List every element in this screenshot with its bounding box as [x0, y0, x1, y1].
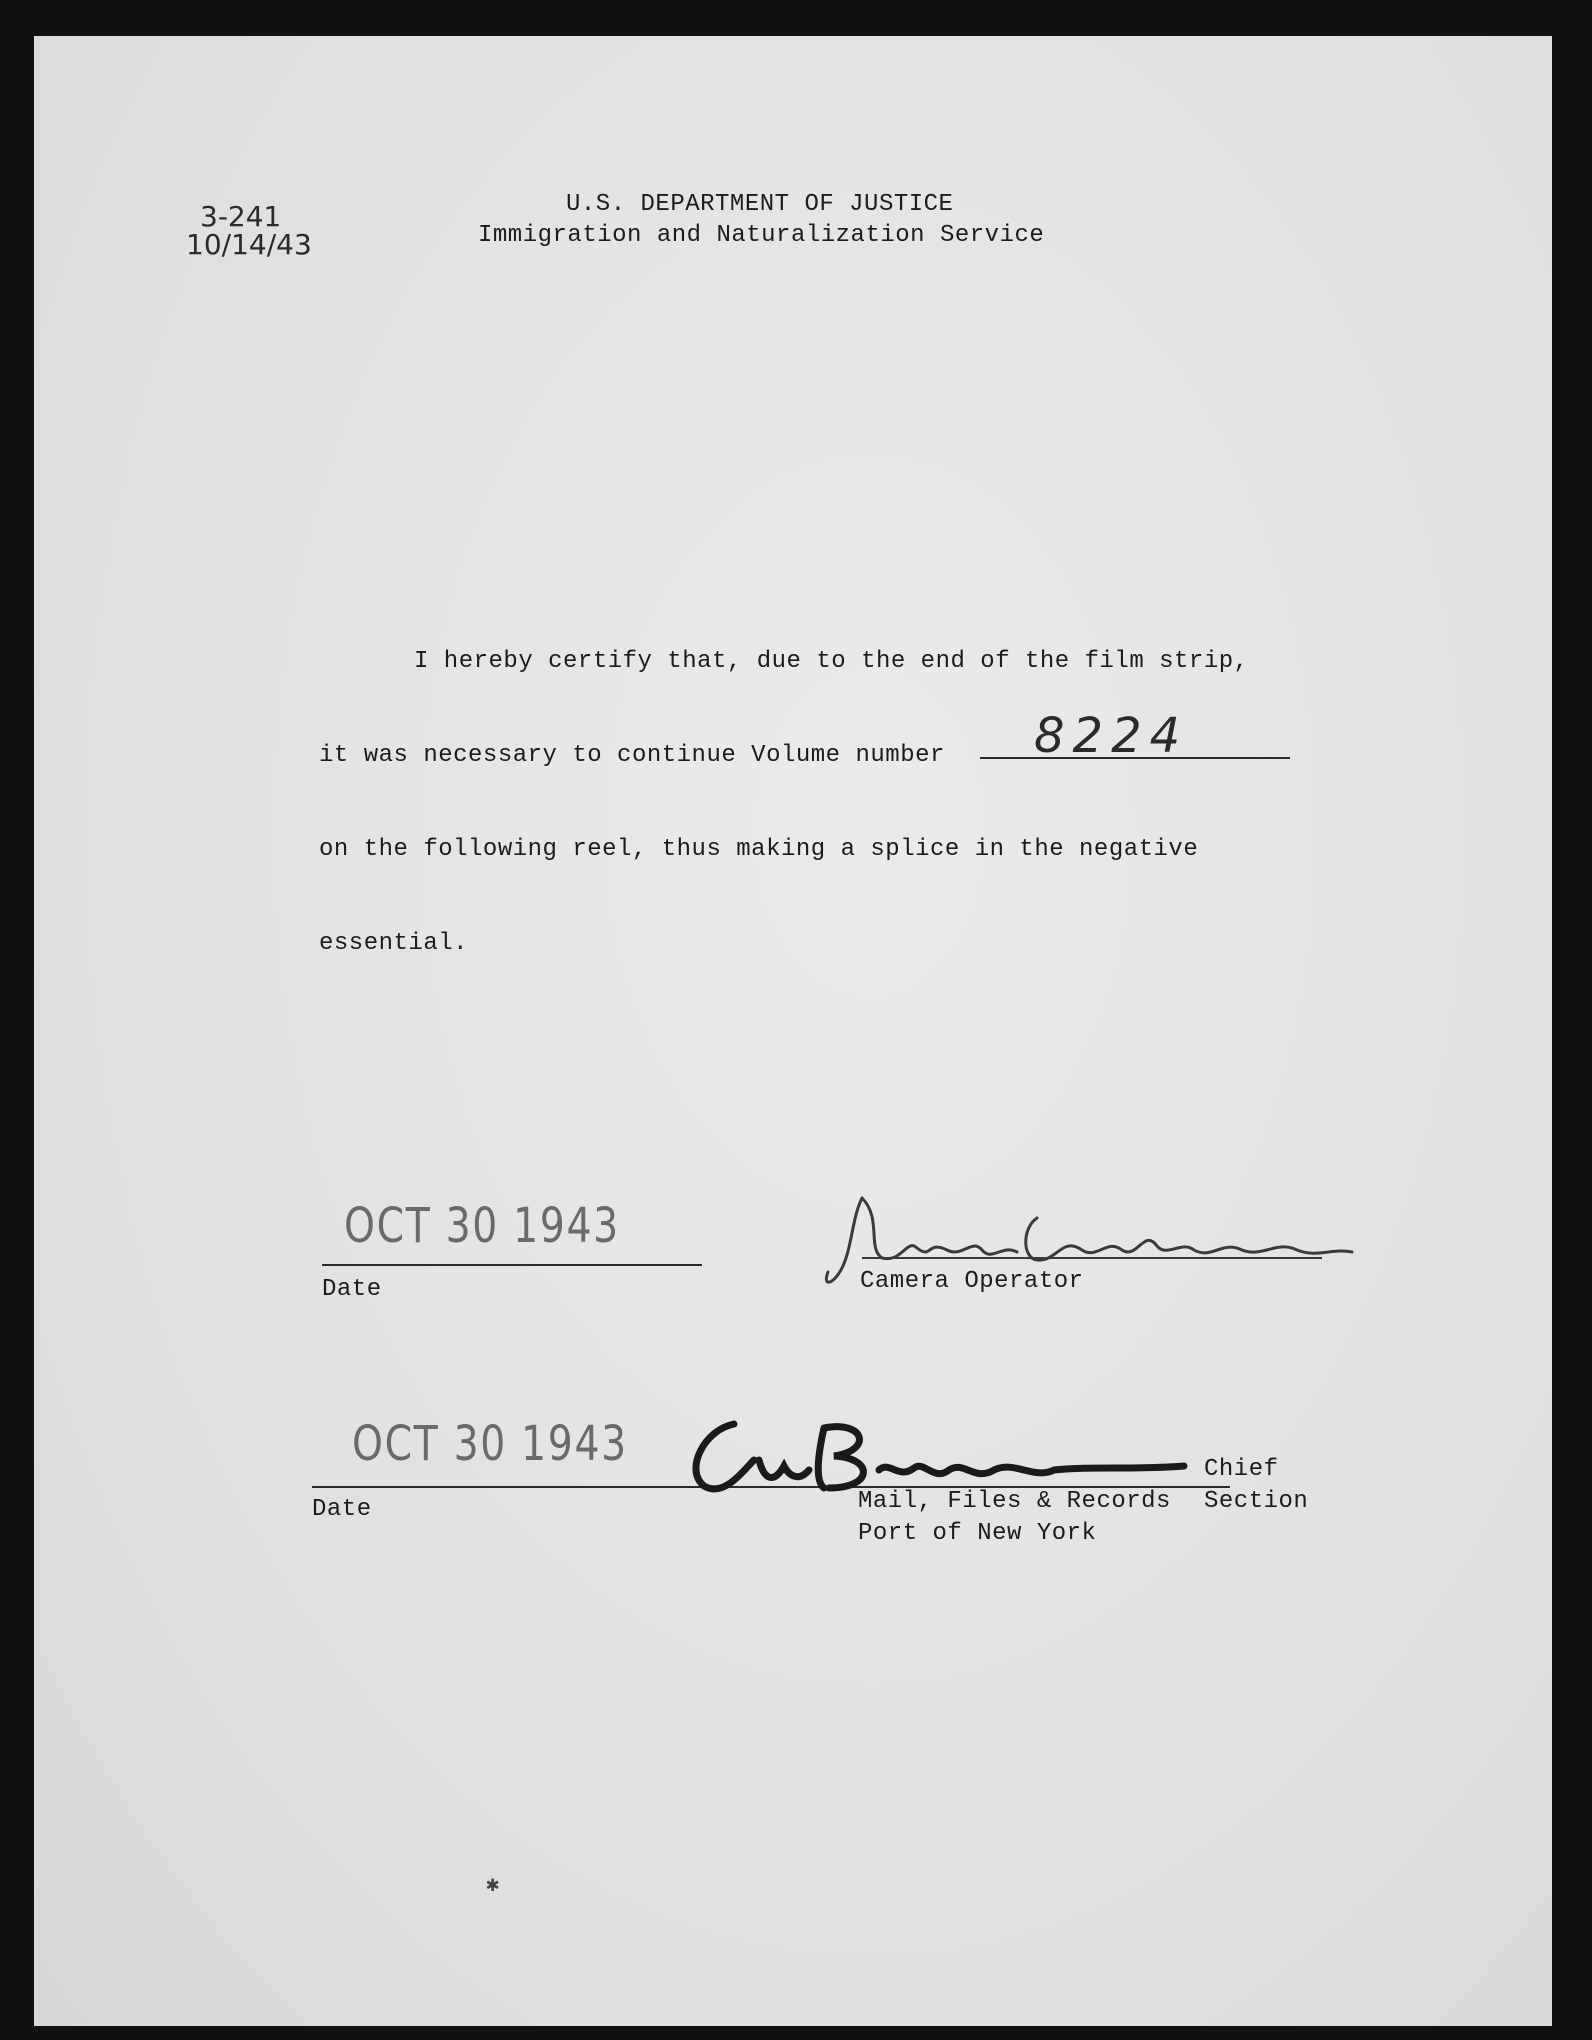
- chief-title-line-3: Port of New York: [858, 1520, 1097, 1547]
- date-underline-1: [322, 1264, 702, 1266]
- service-heading: Immigration and Naturalization Service: [478, 222, 1045, 249]
- chief-title-line-2-left: Mail, Files & Records: [858, 1488, 1171, 1515]
- form-date: 10/14/43: [186, 228, 312, 261]
- film-mark: ✱: [486, 1872, 500, 1897]
- chief-title: Chief: [1204, 1456, 1279, 1483]
- document-page: [34, 36, 1552, 2026]
- date-stamp-2: OCT 30 1943: [352, 1416, 628, 1472]
- chief-title-line-2-right: Section: [1204, 1488, 1309, 1515]
- volume-number: 8224: [1034, 708, 1189, 764]
- certification-line-4: essential.: [319, 930, 469, 957]
- date-label-2: Date: [312, 1496, 372, 1523]
- date-label-1: Date: [322, 1276, 382, 1303]
- form-number: 3-241: [200, 200, 282, 233]
- certification-line-2: it was necessary to continue Volume number: [319, 742, 945, 769]
- date-stamp-1: OCT 30 1943: [344, 1198, 620, 1254]
- camera-operator-label: Camera Operator: [860, 1268, 1084, 1295]
- department-heading: U.S. DEPARTMENT OF JUSTICE: [566, 191, 954, 218]
- certification-line-3: on the following reel, thus making a splice in the negative: [319, 836, 1199, 863]
- certification-line-1: I hereby certify that, due to the end of the film strip,: [414, 648, 1249, 675]
